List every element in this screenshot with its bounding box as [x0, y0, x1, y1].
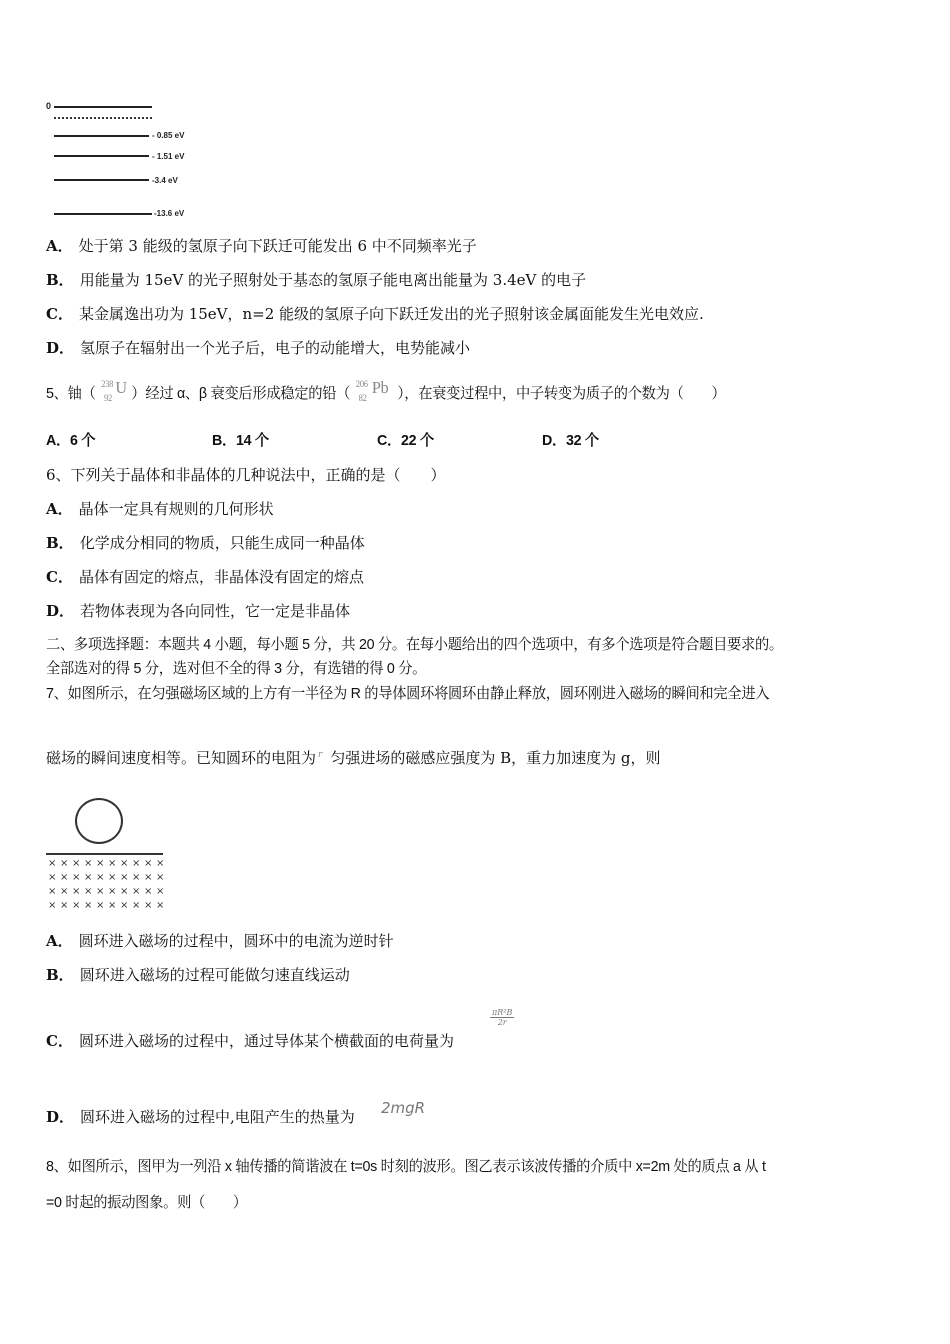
option-text: 若物体表现为各向同性，它一定是非晶体 — [80, 602, 351, 620]
field-x-marker: × — [144, 872, 153, 883]
option-text: 用能量为 15eV 的光子照射处于基态的氢原子能电离出能量为 3.4eV 的电子 — [79, 271, 587, 289]
level-zero-line — [54, 106, 152, 108]
option-text: 某金属逸出功为 15eV，n=2 能级的氢原子向下跃迁发出的光子照射该金属面能发生光电效应. — [78, 305, 704, 323]
option-label: D． — [542, 432, 566, 449]
option-text: 圆环进入磁场的过程可能做匀速直线运动 — [79, 966, 350, 984]
field-x-marker: × — [144, 900, 153, 911]
field-x-marker: × — [144, 858, 153, 869]
q5-prefix: 5、铀（ — [46, 385, 96, 402]
option-text: 晶体一定具有规则的几何形状 — [78, 500, 274, 518]
q7-option-d — [46, 1107, 355, 1127]
q4-option-c — [46, 304, 704, 324]
section2-line1: 二、多项选择题：本题共 4 小题，每小题 5 分，共 20 分。在每小题给出的四个选项中，有多个选项是符合题目要求的。 — [46, 636, 783, 653]
atomic-number: 92 — [103, 393, 112, 404]
option-label: A． — [46, 237, 73, 255]
level-n1-line — [54, 213, 152, 215]
option-text: 圆环进入磁场的过程中,电阻产生的热量为 — [80, 1108, 355, 1126]
option-label: A． — [46, 500, 73, 518]
q5-option-a — [46, 431, 95, 451]
level-n4-line — [54, 135, 149, 137]
section2-line2: 全部选对的得 5 分，选对但不全的得 3 分，有选错的得 0 分。 — [46, 660, 427, 677]
field-x-marker: × — [72, 886, 81, 897]
mass-number: 206 — [355, 379, 368, 390]
field-x-marker: × — [156, 900, 165, 911]
field-x-marker: × — [84, 900, 93, 911]
field-x-marker: × — [48, 858, 57, 869]
q6-option-d — [46, 601, 350, 621]
option-label: D． — [46, 1108, 75, 1126]
q6-option-c — [46, 567, 364, 587]
level-n1-label: -13.6 eV — [154, 209, 185, 218]
element-symbol: Pb — [371, 378, 389, 398]
q5-option-c — [377, 431, 434, 451]
q6-option-b — [46, 533, 365, 553]
option-label: B． — [46, 534, 74, 552]
option-text: 处于第 3 能级的氢原子向下跃迁可能发出 6 中不同频率光子 — [78, 237, 477, 255]
field-x-marker: × — [84, 872, 93, 883]
q7-stem-part-a: 磁场的瞬间速度相等。已知圆环的电阻为 — [46, 749, 317, 767]
option-text: 6 个 — [69, 432, 96, 449]
uranium-isotope — [99, 378, 127, 404]
option-label: C． — [46, 568, 73, 586]
field-x-marker: × — [72, 872, 81, 883]
field-x-marker: × — [156, 872, 165, 883]
magnetic-field-diagram — [46, 795, 166, 913]
q4-option-d — [46, 338, 470, 358]
field-into-page-markers — [48, 858, 168, 912]
field-x-marker: × — [48, 900, 57, 911]
field-x-marker: × — [96, 872, 105, 883]
q5-suffix: ），在衰变过程中，中子转变为质子的个数为（ ） — [397, 385, 726, 402]
option-label: D． — [46, 339, 75, 357]
field-x-marker: × — [60, 900, 69, 911]
heat-formula: 2mgR — [381, 1099, 426, 1117]
level-n2-label: -3.4 eV — [152, 176, 178, 185]
field-x-marker: × — [156, 886, 165, 897]
level-n3-line — [54, 155, 149, 157]
field-x-marker: × — [120, 900, 129, 911]
field-x-marker: × — [132, 858, 141, 869]
field-x-marker: × — [84, 858, 93, 869]
field-x-marker: × — [108, 872, 117, 883]
field-x-marker: × — [120, 858, 129, 869]
q5-option-d — [542, 431, 599, 451]
level-n4-label: - 0.85 eV — [152, 131, 185, 140]
atomic-number: 82 — [358, 393, 367, 404]
charge-formula — [490, 1008, 514, 1027]
option-label: B． — [46, 271, 74, 289]
field-x-marker: × — [96, 886, 105, 897]
q6-option-a — [46, 499, 274, 519]
level-n3-label: - 1.51 eV — [152, 152, 185, 161]
field-x-marker: × — [60, 872, 69, 883]
option-text: 晶体有固定的熔点，非晶体没有固定的熔点 — [78, 568, 364, 586]
field-x-marker: × — [96, 858, 105, 869]
zero-level-label: 0 — [46, 101, 52, 111]
q8-stem-line1: 8、如图所示，图甲为一列沿 x 轴传播的简谐波在 t=0s 时刻的波形。图乙表示该波传播的介质中 x=2m 处的质点 a 从 t — [46, 1158, 766, 1175]
field-x-marker: × — [156, 858, 165, 869]
q5-middle: ）经过 α、β 衰变后形成稳定的铅（ — [131, 385, 351, 402]
field-x-marker: × — [120, 886, 129, 897]
option-label: B． — [46, 966, 74, 984]
lead-isotope — [354, 378, 394, 404]
q7-stem-part-b: 匀强进场的磁感应强度为 B，重力加速度为 g，则 — [330, 749, 661, 767]
field-x-marker: × — [108, 900, 117, 911]
conducting-ring — [75, 798, 123, 844]
option-text: 化学成分相同的物质，只能生成同一种晶体 — [79, 534, 365, 552]
option-text: 32 个 — [565, 432, 599, 449]
option-text: 圆环进入磁场的过程中，通过导体某个横截面的电荷量为 — [78, 1032, 454, 1050]
option-label: A． — [46, 932, 73, 950]
option-label: C． — [377, 432, 401, 449]
energy-level-diagram — [46, 98, 206, 223]
field-x-marker: × — [132, 886, 141, 897]
element-symbol: U — [115, 378, 127, 398]
option-label: A． — [46, 432, 70, 449]
q5-stem — [46, 378, 726, 404]
field-x-marker: × — [60, 858, 69, 869]
option-label: C． — [46, 305, 73, 323]
field-x-marker: × — [84, 886, 93, 897]
q8-stem-line2: =0 时起的振动图象。则（ ） — [46, 1194, 247, 1211]
field-boundary-line — [46, 853, 163, 855]
option-text: 圆环进入磁场的过程中，圆环中的电流为逆时针 — [78, 932, 394, 950]
formula-numerator: πR²B — [492, 1008, 513, 1017]
q7-option-c — [46, 1031, 454, 1051]
field-x-marker: × — [48, 886, 57, 897]
field-x-marker: × — [72, 900, 81, 911]
field-x-marker: × — [96, 900, 105, 911]
field-x-marker: × — [132, 900, 141, 911]
field-x-marker: × — [144, 886, 153, 897]
option-text: 氢原子在辐射出一个光子后，电子的动能增大，电势能减小 — [80, 339, 471, 357]
level-n2-line — [54, 179, 149, 181]
field-x-marker: × — [108, 886, 117, 897]
option-text: 22 个 — [400, 432, 434, 449]
option-text: 14 个 — [235, 432, 269, 449]
option-label: B． — [212, 432, 236, 449]
mass-number: 238 — [101, 379, 114, 390]
q7-option-b — [46, 965, 350, 985]
q7-stem-line2 — [46, 748, 661, 771]
formula-denominator: 2r — [497, 1018, 507, 1027]
q7-option-a — [46, 931, 394, 951]
continuum-dotted-line — [54, 117, 152, 119]
q4-option-b — [46, 270, 586, 290]
field-x-marker: × — [120, 872, 129, 883]
q7-stem-line1: 7、如图所示，在匀强磁场区域的上方有一半径为 R 的导体圆环将圆环由静止释放，圆环刚进入磁场的瞬间和完全进入 — [46, 685, 770, 702]
field-x-marker: × — [60, 886, 69, 897]
field-x-marker: × — [108, 858, 117, 869]
resistance-symbol: r — [318, 750, 323, 760]
q5-option-b — [212, 431, 269, 451]
field-x-marker: × — [48, 872, 57, 883]
field-x-marker: × — [132, 872, 141, 883]
q4-option-a — [46, 236, 477, 256]
q6-stem: 6、下列关于晶体和非晶体的几种说法中，正确的是（ ） — [46, 466, 446, 484]
option-label: D． — [46, 602, 75, 620]
option-label: C． — [46, 1032, 73, 1050]
field-x-marker: × — [72, 858, 81, 869]
